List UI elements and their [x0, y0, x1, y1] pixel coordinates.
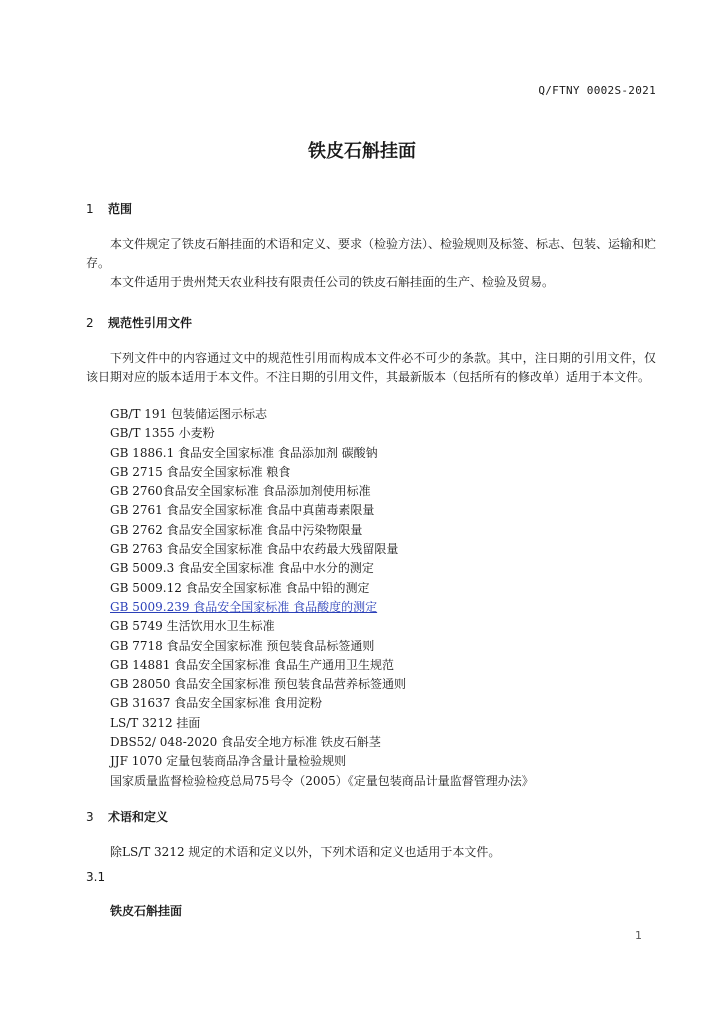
term-heading: 铁皮石斛挂面: [110, 904, 183, 918]
subsection-number: 3.1: [86, 870, 106, 884]
reference-item: GB/T 191 包装储运图示标志: [110, 407, 267, 421]
reference-item: GB 2762 食品安全国家标准 食品中污染物限量: [110, 522, 363, 537]
section-2-number: 2: [86, 316, 94, 330]
reference-item: GB 14881 食品安全国家标准 食品生产通用卫生规范: [110, 657, 395, 672]
section-1-paragraph-2: 本文件适用于贵州梵天农业科技有限责任公司的铁皮石斛挂面的生产、检验及贸易。: [110, 275, 555, 289]
reference-item: JJF 1070 定量包装商品净含量计量检验规则: [110, 754, 347, 769]
reference-item: DBS52/ 048-2020 食品安全地方标准 铁皮石斛茎: [110, 735, 381, 750]
section-3-number: 3: [86, 810, 94, 824]
section-3-title: 术语和定义: [108, 810, 169, 824]
section-1-number: 1: [86, 202, 94, 216]
reference-item: GB 31637 食品安全国家标准 食用淀粉: [110, 696, 323, 711]
reference-item: GB 2760食品安全国家标准 食品添加剂使用标准: [110, 484, 371, 499]
page-number: 1: [635, 929, 642, 942]
section-3-paragraph: 除LS/T 3212 规定的术语和定义以外，下列术语和定义也适用于本文件。: [110, 845, 501, 859]
reference-item: GB 2715 食品安全国家标准 粮食: [110, 464, 291, 479]
reference-item: GB 5749 生活饮用水卫生标准: [110, 619, 275, 634]
reference-item: GB 5009.3 食品安全国家标准 食品中水分的测定: [110, 561, 374, 576]
normative-reference-list: [110, 405, 534, 791]
section-2-heading: [86, 314, 192, 331]
section-2-title: 规范性引用文件: [108, 316, 193, 330]
section-2-intro: 下列文件中的内容通过文中的规范性引用而构成本文件必不可少的条款。其中，注日期的引用文件，仅该日期对应的版本适用于本文件。不注日期的引用文件，其最新版本（包括所有的修改单）适用于本文件。: [86, 351, 656, 384]
standard-code: Q/FTNY 0002S-2021: [538, 84, 656, 97]
reference-item: GB 5009.12 食品安全国家标准 食品中铅的测定: [110, 580, 370, 595]
reference-item: GB/T 1355 小麦粉: [110, 426, 215, 441]
reference-item: LS/T 3212 挂面: [110, 715, 201, 730]
section-1-heading: [86, 200, 132, 217]
reference-item: GB 7718 食品安全国家标准 预包装食品标签通则: [110, 638, 375, 653]
reference-item: GB 2761 食品安全国家标准 食品中真菌毒素限量: [110, 503, 375, 518]
reference-item: GB 1886.1 食品安全国家标准 食品添加剂 碳酸钠: [110, 445, 378, 460]
reference-item: 国家质量监督检验检疫总局75号令（2005）《定量包装商品计量监督管理办法》: [110, 773, 534, 788]
reference-item: GB 2763 食品安全国家标准 食品中农药最大残留限量: [110, 542, 399, 557]
section-1-title: 范围: [108, 202, 133, 216]
reference-item-link[interactable]: GB 5009.239 食品安全国家标准 食品酸度的测定: [110, 599, 378, 614]
section-1-paragraph-1: 本文件规定了铁皮石斛挂面的术语和定义、要求（检验方法）、检验规则及标签、标志、包装、运输和贮存。: [86, 237, 657, 270]
reference-item: GB 28050 食品安全国家标准 预包装食品营养标签通则: [110, 677, 407, 692]
section-3-heading: [86, 808, 168, 825]
document-title: 铁皮石斛挂面: [308, 141, 416, 162]
